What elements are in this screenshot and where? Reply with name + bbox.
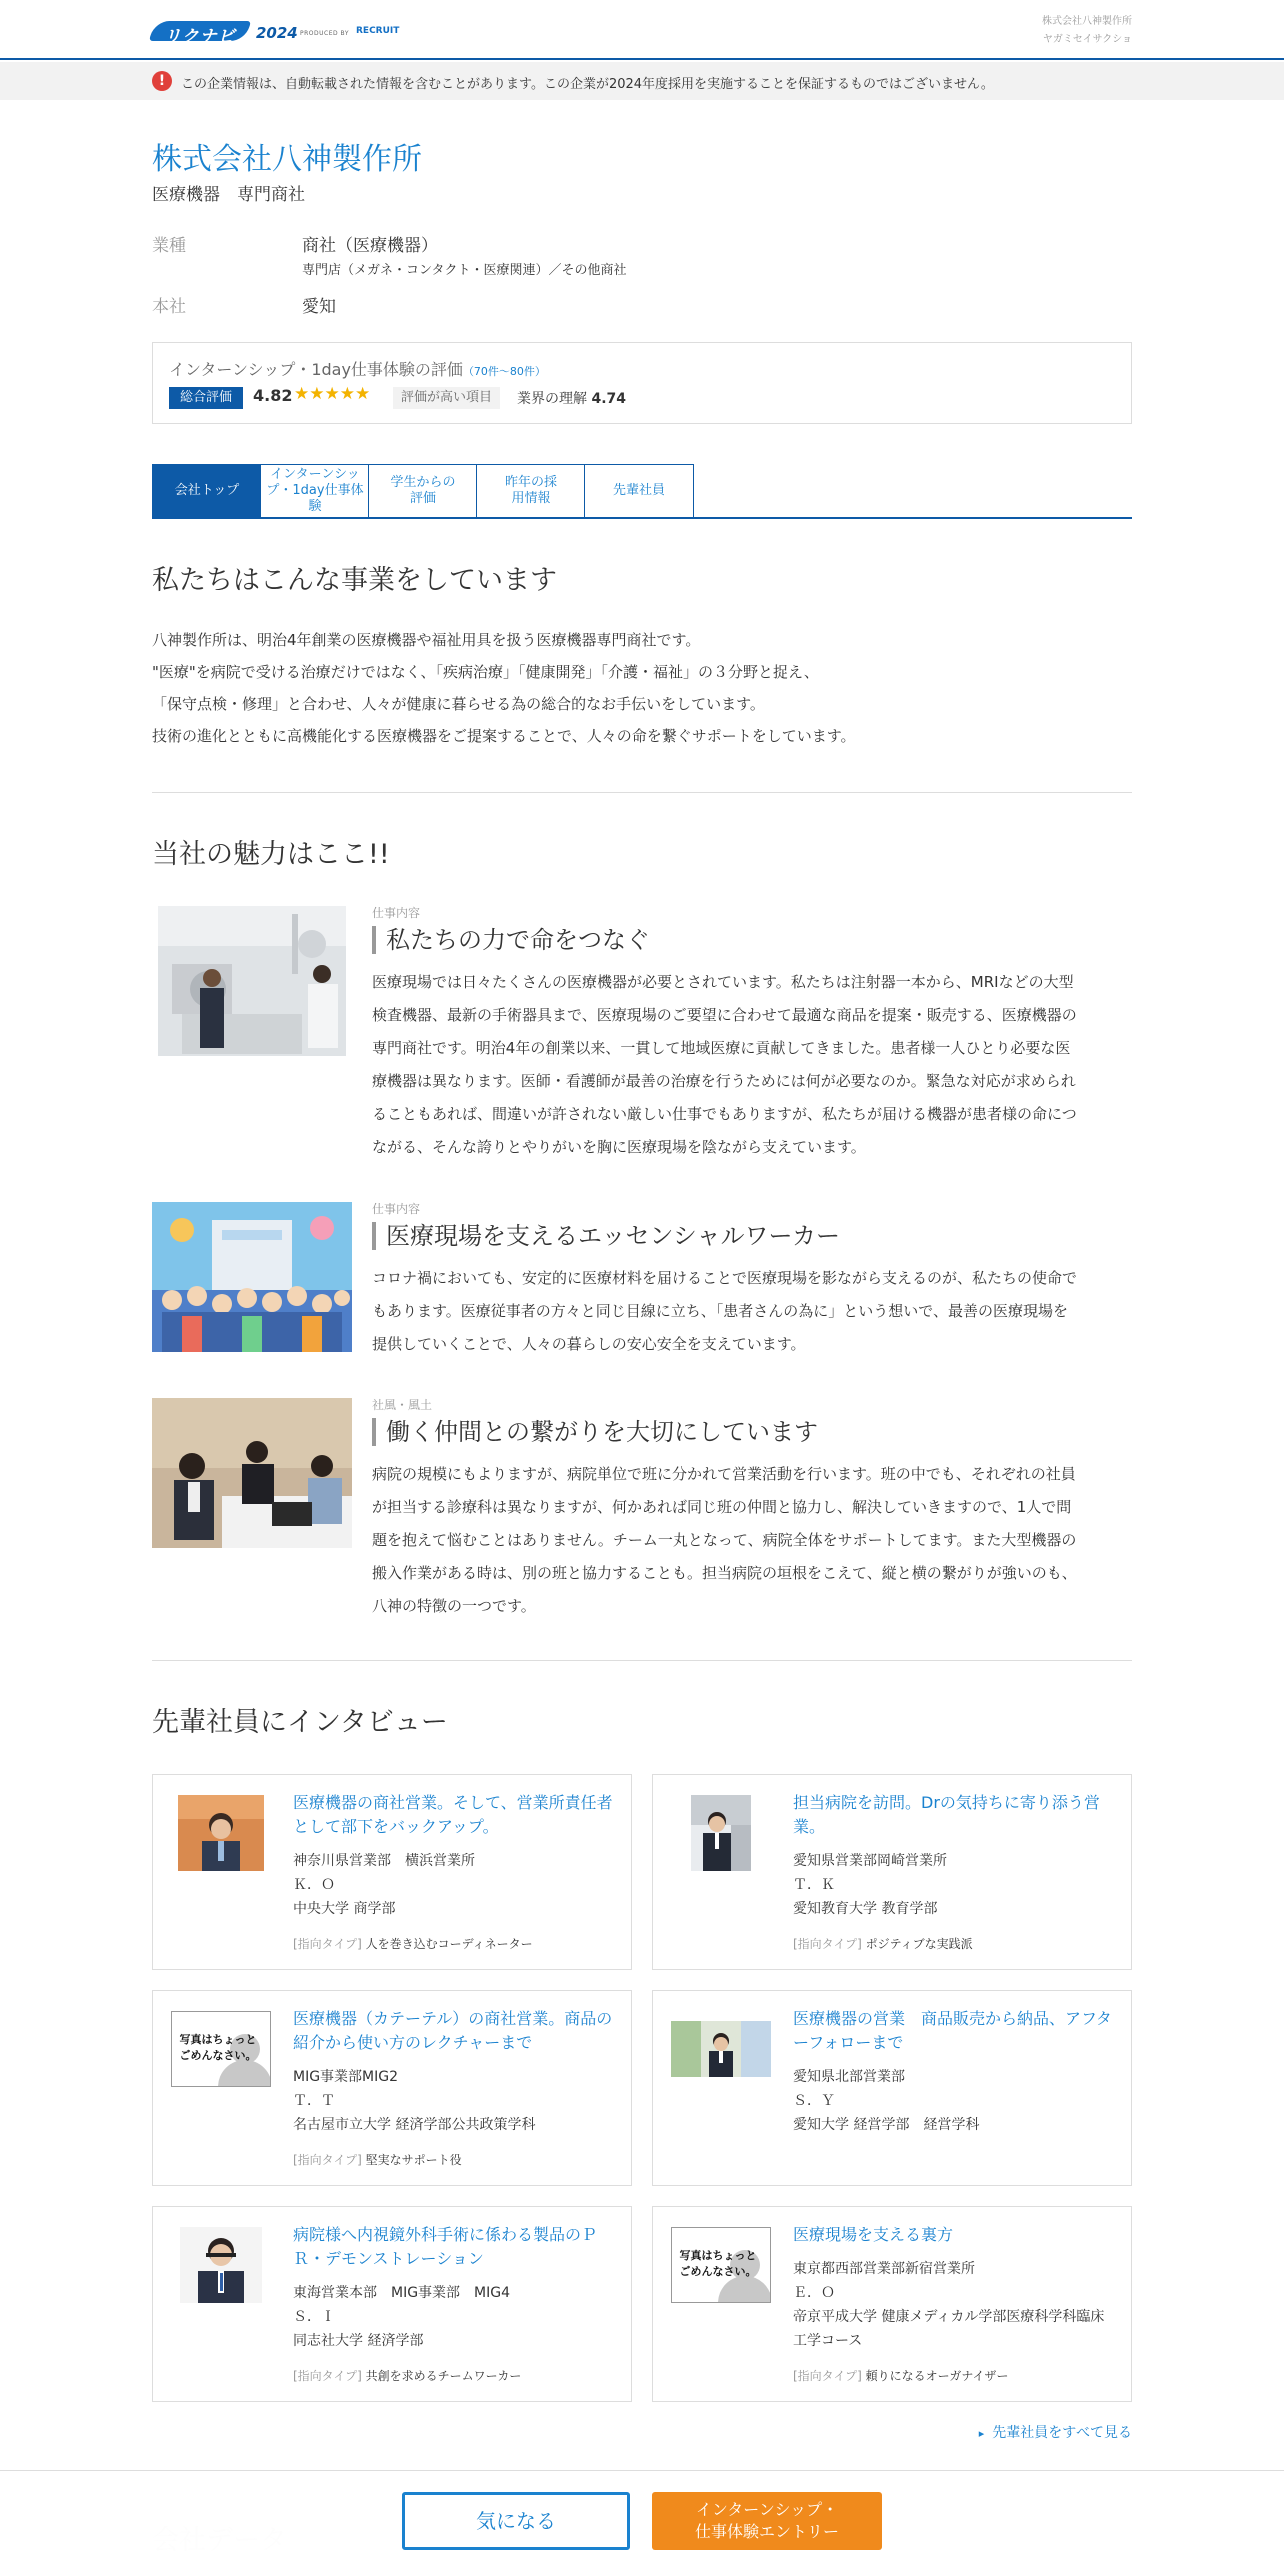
interview-meta (793, 2257, 1113, 2353)
no-photo-text: 写真はちょっと ごめんなさい。 (679, 2249, 757, 2278)
interview-dept: 神奈川県営業部 横浜営業所 (293, 1853, 475, 1869)
charm-body-line: 医療現場では日々たくさんの医療機器が必要とされています。私たちは注射器一本から、MRIなどの大型 (372, 973, 1074, 991)
charm-body-line: 八神の特徴の一つです。 (372, 1597, 536, 1615)
overall-score: 4.82 (253, 386, 293, 405)
interview-school: 同志社大学 経済学部 (293, 2333, 424, 2349)
business-line: 八神製作所は、明治4年創業の医療機器や福祉用具を扱う医療機器専門商社です。 (152, 631, 701, 649)
interview-type (793, 2367, 1009, 2384)
charm-body-line: 検査機器、最新の手術器具まで、医療現場のご要望に合わせて最適な商品を提案・販売する、医療機器の (372, 1006, 1077, 1024)
interview-type-label: [指向タイプ] (793, 1937, 862, 1951)
tab-senior-employees[interactable]: 先輩社員 (584, 464, 694, 517)
tab-last-year-recruit[interactable] (476, 464, 586, 517)
header-company (1042, 13, 1132, 49)
notice-bar (0, 62, 1284, 100)
interview-school: 愛知教育大学 教育学部 (793, 1901, 938, 1917)
interview-meta (793, 1849, 1113, 1921)
tab-last-year-recruit-label: 昨年の採用情報 (504, 475, 557, 506)
interview-dept: 愛知県営業部岡崎営業所 (793, 1853, 947, 1869)
company-category: 医療機器 専門商社 (152, 185, 305, 205)
charm-body-line: コロナ禍においても、安定的に医療材料を届けることで医療現場を影ながら支えるのが、私たちの使命で (372, 1269, 1078, 1287)
charm-body-line: 題を抱えて悩むことはありません。チーム一丸となって、病院全体をサポートしてます。また大型機器の (372, 1531, 1077, 1549)
interview-dept: 東京都西部営業部新宿営業所 (793, 2261, 975, 2277)
charm-kind: 社風・風土 (372, 1398, 433, 1412)
interview-card[interactable] (652, 1774, 1132, 1970)
interview-photo (171, 2011, 271, 2087)
business-line: "医療"を病院で受ける治療だけではなく、「疾病治療」「健康開発」「介護・福祉」の３分野と捉え、 (152, 663, 819, 681)
charm-body-line: が担当する診療科は異なりますが、何かあれば同じ班の仲間と協力し、解決していきますので、1人で問 (372, 1498, 1072, 1516)
info-icon: ! (152, 71, 172, 91)
interview-type-value: 頼りになるオーガナイザー (865, 2369, 1009, 2383)
site-header (0, 0, 1284, 60)
interview-school: 名古屋市立大学 経済学部公共政策学科 (293, 2117, 536, 2133)
no-photo-placeholder (671, 2227, 771, 2303)
interview-card[interactable] (652, 2206, 1132, 2402)
interview-type-label: [指向タイプ] (793, 2369, 862, 2383)
business-heading: 私たちはこんな事業をしています (152, 565, 557, 596)
industry-sub: 専門店（メガネ・コンタクト・医療関連）／その他商社 (302, 263, 627, 278)
notice-text: この企業情報は、自動転載された情報を含むことがあります。この企業が2024年度採用を実施することを保証するものではございません。 (181, 77, 994, 92)
like-button[interactable]: 気になる (402, 2492, 630, 2550)
interview-initials: Ｔ．Ｔ (293, 2093, 335, 2109)
charm-body-line: 提供していくことで、人々の暮らしの安心安全を支えています。 (372, 1335, 806, 1353)
charm-title: 働く仲間との繋がりを大切にしています (372, 1418, 818, 1446)
interview-type (793, 1935, 973, 1952)
tab-bar (152, 464, 1132, 519)
interview-initials: Ｓ．Ｙ (793, 2093, 835, 2109)
interview-meta (293, 2281, 613, 2353)
interview-initials: Ｋ．Ｏ (293, 1877, 335, 1893)
high-rated-item (517, 388, 626, 408)
silhouette-body (718, 2276, 771, 2303)
interview-photo (171, 1795, 271, 1871)
tab-internship[interactable] (260, 464, 370, 517)
interview-initials: Ｅ．Ｏ (793, 2285, 835, 2301)
high-rated-item-score: 4.74 (591, 391, 626, 407)
internship-entry-button[interactable] (652, 2492, 882, 2550)
charm-body-line: 専門商社です。明治4年の創業以来、一貫して地域医療に貢献してきました。患者様一人ひとり必要な医 (372, 1039, 1071, 1057)
charm-title: 私たちの力で命をつなぐ (372, 926, 650, 954)
rikunabi-logo[interactable] (152, 15, 402, 49)
interview-type-value: 共創を求めるチームワーカー (365, 2369, 522, 2383)
interview-title[interactable]: 医療機器（カテーテル）の商社営業。商品の紹介から使い方のレクチャーまで (293, 2009, 613, 2052)
charm-body-line: もあります。医療従事者の方々と同じ目線に立ち、「患者さんの為に」という想いで、最善の医療現場を (372, 1302, 1069, 1320)
hq-value: 愛知 (302, 297, 336, 317)
interview-school-cont: 工学コース (793, 2333, 863, 2349)
interview-photo (171, 2227, 271, 2303)
charm-heading: 当社の魅力はここ!! (152, 839, 390, 870)
charm-body (372, 966, 1132, 1164)
interview-card[interactable] (152, 2206, 632, 2402)
interview-dept: 東海営業本部 MIG事業部 MIG4 (293, 2285, 511, 2301)
no-photo-text: 写真はちょっと ごめんなさい。 (179, 2033, 257, 2062)
entry-line-2: 仕事体験エントリー (694, 2522, 839, 2541)
logo-recruit: RECRUIT (356, 26, 400, 36)
charm-body (372, 1262, 1132, 1361)
interview-title[interactable]: 医療現場を支える裏方 (793, 2225, 954, 2244)
charm-photo-hospital (152, 904, 352, 1056)
charm-item (152, 1396, 1132, 1626)
logo-produced-by: PRODUCED BY (300, 30, 349, 37)
tab-company-top[interactable]: 会社トップ (152, 464, 262, 517)
rating-title (169, 357, 546, 380)
interview-dept: MIG事業部MIG2 (293, 2069, 399, 2085)
hq-label: 本社 (152, 297, 186, 317)
interview-meta (793, 2065, 1113, 2137)
charm-body-line: 療機器は異なります。医師・看護師が最善の治療を行うためには何が必要なのか。緊急な対応が求められ (372, 1072, 1076, 1090)
no-photo-placeholder (171, 2011, 271, 2087)
interview-title[interactable]: 医療機器の商社営業。そして、営業所責任者として部下をバックアップ。 (293, 1793, 613, 1836)
high-rated-tag: 評価が高い項目 (393, 387, 500, 409)
interview-photo (671, 2227, 771, 2303)
industry-label: 業種 (152, 236, 186, 256)
charm-body-line: ながる、そんな誇りとやりがいを胸に医療現場を陰ながら支えています。 (372, 1138, 866, 1156)
interview-type-value: 堅実なサポート役 (365, 2153, 462, 2167)
charm-body-line: 搬入作業がある時は、別の班と協力することも。担当病院の垣根をこえて、縦と横の繋がりが強いのも、 (372, 1564, 1077, 1582)
charm-body (372, 1458, 1132, 1623)
interview-type (293, 1935, 533, 1952)
logo-year: 2024 (256, 24, 298, 42)
silhouette-body (218, 2060, 271, 2087)
interview-card[interactable] (152, 1990, 632, 2186)
action-bar (0, 2470, 1284, 2568)
interview-school: 中央大学 商学部 (293, 1901, 396, 1917)
interview-type-label: [指向タイプ] (293, 2369, 362, 2383)
interview-heading: 先輩社員にインタビュー (152, 1707, 448, 1738)
business-line: 「保守点検・修理」と合わせ、人々が健康に暮らせる為の総合的なお手伝いをしています。 (152, 695, 765, 713)
interview-school: 帝京平成大学 健康メディカル学部医療科学科臨床 (793, 2309, 1105, 2325)
charm-title: 医療現場を支えるエッセンシャルワーカー (372, 1222, 840, 1250)
rating-title-text: インターンシップ・1day仕事体験の評価 (169, 360, 463, 379)
interview-meta (293, 2065, 613, 2137)
interview-type-label: [指向タイプ] (293, 1937, 362, 1951)
interview-type-value: 人を巻き込むコーディネーター (365, 1937, 533, 1951)
divider (152, 1660, 1132, 1661)
interview-school: 愛知大学 経営学部 経営学科 (793, 2117, 980, 2133)
tab-internship-label: インターンシップ・1day仕事体験 (266, 467, 364, 514)
charm-item (152, 1200, 1132, 1360)
interview-type (293, 2367, 521, 2384)
interview-meta (293, 1849, 613, 1921)
interview-type-label: [指向タイプ] (293, 2153, 362, 2167)
interview-type-value: ポジティブな実践派 (865, 1937, 973, 1951)
overall-badge: 総合評価 (169, 387, 243, 409)
header-company-kana: ヤガミセイサクショ (1042, 34, 1132, 45)
interview-photo (671, 2011, 771, 2087)
company-name: 株式会社八神製作所 (152, 142, 422, 177)
tab-student-reviews[interactable] (368, 464, 478, 517)
logo-brand: リクナビ (164, 27, 236, 47)
interview-initials: Ｓ．Ｉ (293, 2309, 335, 2325)
entry-line-1: インターンシップ・ (695, 2500, 839, 2519)
tab-student-reviews-label: 学生からの評価 (390, 475, 456, 506)
charm-item (152, 904, 1132, 1164)
charm-body-line: 病院の規模にもよりますが、病院単位で班に分かれて営業活動を行います。班の中でも、それぞれの社員 (372, 1465, 1076, 1483)
charm-body-line: ることもあれば、間違いが許されない厳しい仕事でもありますが、私たちが届ける機器が患者様の命につ (372, 1105, 1077, 1123)
star-rating-icon: ★★★★★ (294, 384, 371, 404)
interview-card[interactable] (152, 1774, 632, 1970)
interview-dept: 愛知県北部営業部 (793, 2069, 905, 2085)
rating-range: （70件～80件） (462, 365, 546, 378)
rating-box[interactable] (152, 342, 1132, 424)
business-text (152, 624, 1132, 752)
charm-kind: 仕事内容 (372, 1202, 421, 1216)
interview-photo (671, 1795, 771, 1871)
header-company-name: 株式会社八神製作所 (1042, 16, 1132, 27)
divider (152, 792, 1132, 793)
see-all-employees-link[interactable]: ▸ 先輩社員をすべて見る (979, 2422, 1132, 2442)
charm-kind: 仕事内容 (372, 906, 421, 920)
interview-title[interactable]: 担当病院を訪問。Drの気持ちに寄り添う営業。 (793, 1793, 1100, 1836)
high-rated-item-label: 業界の理解 (517, 391, 587, 407)
interview-type (293, 2151, 462, 2168)
interview-initials: Ｔ．Ｋ (793, 1877, 835, 1893)
industry-value: 商社（医療機器） (302, 236, 438, 256)
interview-title[interactable]: 病院様へ内視鏡外科手術に係わる製品のＰＲ・デモンストレーション (293, 2225, 598, 2268)
interview-title[interactable]: 医療機器の営業 商品販売から納品、アフターフォローまで (793, 2009, 1112, 2052)
interview-card[interactable] (652, 1990, 1132, 2186)
charm-photo-meeting (152, 1396, 352, 1548)
business-line: 技術の進化とともに高機能化する医療機器をご提案することで、人々の命を繋ぐサポートをしています。 (152, 727, 856, 745)
charm-photo-illustration (152, 1200, 352, 1352)
